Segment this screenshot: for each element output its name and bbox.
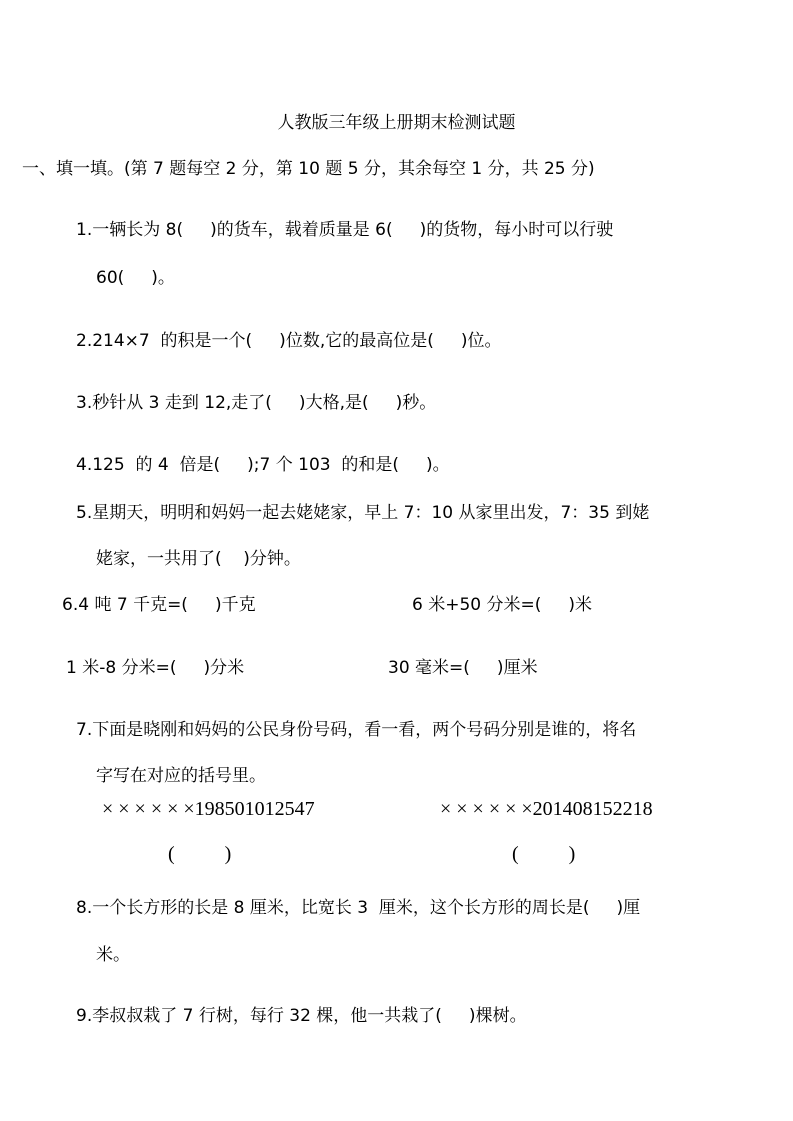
question-6-part-a: 6.4 吨 7 千克=( )千克 (62, 595, 256, 615)
answer-parens-2: ( ) (512, 843, 576, 865)
question-7-line-1: 7.下面是晓刚和妈妈的公民身份号码，看一看，两个号码分别是谁的，将名 (76, 720, 637, 740)
question-4: 4.125 的 4 倍是( );7 个 103 的和是( )。 (76, 455, 450, 475)
section-heading-fill-in: 一、填一填。(第 7 题每空 2 分，第 10 题 5 分，其余每空 1 分，共 25 分) (22, 159, 595, 179)
page-title: 人教版三年级上册期末检测试题 (277, 113, 516, 133)
question-6-part-d: 30 毫米=( )厘米 (388, 658, 538, 678)
question-7-line-2: 字写在对应的括号里。 (96, 766, 266, 786)
id-number-1: × × × × × ×198501012547 (102, 798, 315, 820)
question-5-line-1: 5.星期天，明明和妈妈一起去姥姥家，早上 7：10 从家里出发，7：35 到姥 (76, 503, 650, 523)
question-1-line-1: 1.一辆长为 8( )的货车，载着质量是 6( )的货物，每小时可以行驶 (76, 220, 614, 240)
question-8-line-2: 米。 (96, 945, 130, 965)
question-1-line-2: 60( )。 (96, 268, 175, 288)
question-2: 2.214×7 的积是一个( )位数,它的最高位是( )位。 (76, 331, 502, 351)
answer-parens-1: ( ) (168, 843, 232, 865)
question-9: 9.李叔叔栽了 7 行树，每行 32 棵，他一共栽了( )棵树。 (76, 1006, 527, 1026)
question-5-line-2: 姥家，一共用了( )分钟。 (96, 549, 301, 569)
question-6-part-b: 6 米+50 分米=( )米 (412, 595, 593, 615)
question-8-line-1: 8.一个长方形的长是 8 厘米，比宽长 3 厘米，这个长方形的周长是( )厘 (76, 898, 641, 918)
question-6-part-c: 1 米-8 分米=( )分米 (66, 658, 245, 678)
question-3: 3.秒针从 3 走到 12,走了( )大格,是( )秒。 (76, 393, 437, 413)
id-number-2: × × × × × ×201408152218 (440, 798, 653, 820)
